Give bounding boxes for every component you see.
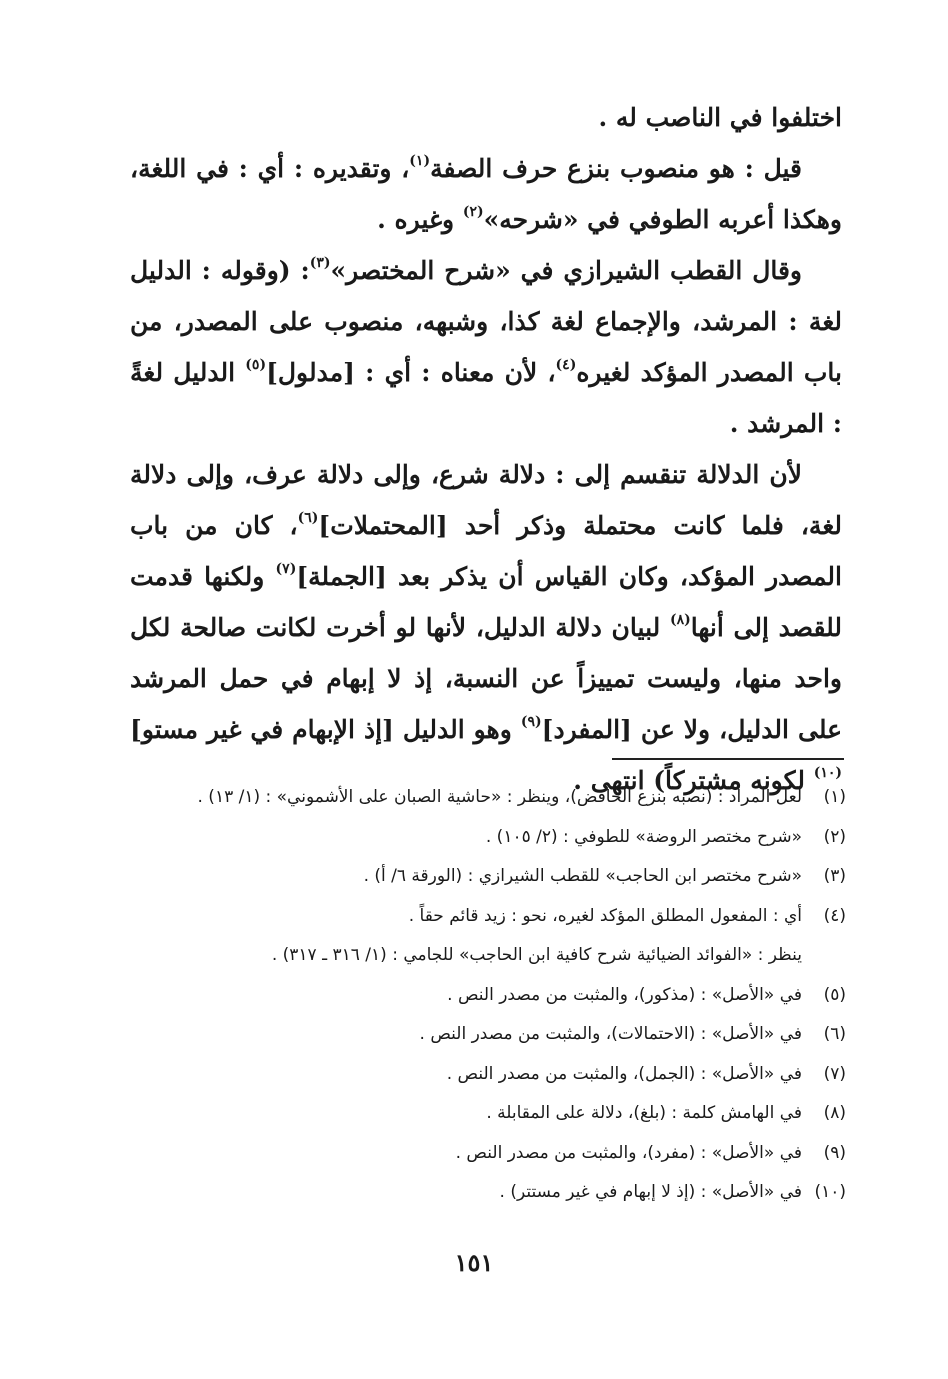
- footnote-number: (٢): [823, 826, 846, 847]
- footnote-ref-7: (٧): [275, 561, 297, 577]
- footnote-number: (٩): [823, 1142, 846, 1163]
- footnote-number: (١): [823, 787, 846, 807]
- main-text: [130, 92, 842, 806]
- footnote-number: (١٠): [814, 1182, 846, 1202]
- footnote-text: لعل المراد : (نصبه بنزع الخافض)، وينظر : «حاشية الصبان على الأشموني» : (١/ ١٣) .: [197, 787, 802, 807]
- footnote-number: (٧): [823, 1063, 846, 1084]
- paragraph-4-text-c: ولكنها قدمت للقصد إلى أنها: [130, 562, 842, 642]
- footnote-text: في «الأصل» : (مذكور)، والمثبت من مصدر النص .: [447, 984, 802, 1005]
- footnote-10: [120, 1173, 846, 1213]
- paragraph-4-text-f: لكونه مشتركاً) انتهى .: [573, 766, 814, 795]
- footnote-number: (٦): [823, 1024, 846, 1044]
- page-number: ١٥١: [454, 1248, 494, 1277]
- footnote-ref-6: (٦): [297, 510, 319, 526]
- footnote-ref-3: (٣): [309, 255, 331, 271]
- footnote-text: في «الأصل» : (مفرد)، والمثبت من مصدر النص .: [455, 1142, 802, 1163]
- footnote-7: [120, 1055, 846, 1095]
- paragraph-3-text-a: وقال القطب الشيرازي في «شرح المختصر»: [330, 256, 803, 285]
- footnote-separator: [612, 758, 844, 760]
- footnote-4: [120, 897, 846, 937]
- footnote-ref-1: (١): [409, 153, 431, 169]
- footnote-6: [120, 1015, 846, 1055]
- footnote-text: أي : المفعول المطلق المؤكد لغيره، نحو : زيد قائم حقاً .: [408, 905, 802, 926]
- footnote-text: في الهامش كلمة : (بلغ)، دلالة على المقابلة .: [486, 1103, 802, 1123]
- footnote-text: «شرح مختصر ابن الحاجب» للقطب الشيرازي : (الورقة ٦/ أ) .: [363, 866, 802, 886]
- paragraph-4-text-a: لأن الدلالة تنقسم إلى : دلالة شرع، وإلى دلالة عرف، وإلى دلالة لغة، فلما كانت محتملة وذكر أحد [المحتملات]: [130, 460, 842, 540]
- footnote-ref-9: (٩): [520, 714, 542, 730]
- footnote-text: «شرح مختصر الروضة» للطوفي : (٢/ ١٠٥) .: [485, 826, 802, 847]
- paragraph-3-text-c: ، لأن معناه : أي : [مدلول]: [266, 358, 556, 387]
- paragraph-3-text-b: : (وقوله : الدليل لغة : المرشد، والإجماع لغة كذا، وشبهه، منصوب على المصدر، من باب المصدر المؤكد لغيره: [130, 256, 842, 387]
- footnote-number: (٣): [823, 866, 846, 886]
- paragraph-3-text-d: الدليل لغةً : المرشد .: [130, 358, 842, 438]
- paragraph-4-text-d: لبيان دلالة الدليل، لأنها لو أخرت لكانت صالحة لكل واحد منها، وليست تمييزاً عن النسبة، إذ لا إبهام في حمل المرشد على الدليل، ولا عن [المفرد]: [130, 613, 843, 744]
- footnote-text: في «الأصل» : (الاحتمالات)، والمثبت من مصدر النص .: [419, 1024, 802, 1044]
- footnote-ref-4: (٤): [555, 357, 577, 373]
- footnote-5: [120, 976, 846, 1016]
- paragraph-3: [130, 245, 842, 449]
- footnote-ref-8: (٨): [669, 612, 691, 628]
- footnote-ref-5: (٥): [245, 357, 267, 373]
- footnote-2: [120, 818, 846, 858]
- footnote-ref-10: (١٠): [813, 765, 842, 781]
- paragraph-4-text-e: وهو الدليل [إذ الإبهام في غير مستو]: [130, 715, 521, 744]
- footnote-8: [120, 1094, 846, 1134]
- footnote-text: في «الأصل» : (إذ لا إبهام في غير مستتر) .: [499, 1182, 802, 1202]
- footnote-9: [120, 1134, 846, 1174]
- footnote-3: [120, 857, 846, 897]
- footnote-text: في «الأصل» : (الجمل)، والمثبت من مصدر النص .: [446, 1063, 802, 1084]
- paragraph-2-text-b: ، وتقديره : أي : في اللغة، وهكذا أعربه الطوفي في «شرحه»: [130, 154, 842, 234]
- footnote-number: (٨): [823, 1103, 846, 1123]
- footnote-number: (٥): [823, 984, 846, 1005]
- footnote-1: [120, 778, 846, 818]
- paragraph-1: [130, 92, 842, 143]
- footnote-text: ينظر : «الفوائد الضيائية شرح كافية ابن الحاجب» للجامي : (١/ ٣١٦ ـ ٣١٧) .: [271, 945, 802, 965]
- paragraph-2-text-a: قيل : هو منصوب بنزع حرف الصفة: [430, 154, 802, 183]
- footnote-number: (٤): [823, 905, 846, 926]
- paragraph-2-text-c: وغيره .: [377, 205, 463, 234]
- footnote-4-continuation: [120, 936, 846, 976]
- footnote-ref-2: (٢): [462, 204, 484, 220]
- footnotes: [120, 778, 846, 1213]
- paragraph-4-text-b: ، كان من باب المصدر المؤكد، وكان القياس أن يذكر بعد [الجملة]: [130, 511, 842, 591]
- paragraph-2: [130, 143, 842, 245]
- paragraph-4: [130, 449, 842, 806]
- paragraph-1-text: اختلفوا في الناصب له .: [598, 103, 842, 132]
